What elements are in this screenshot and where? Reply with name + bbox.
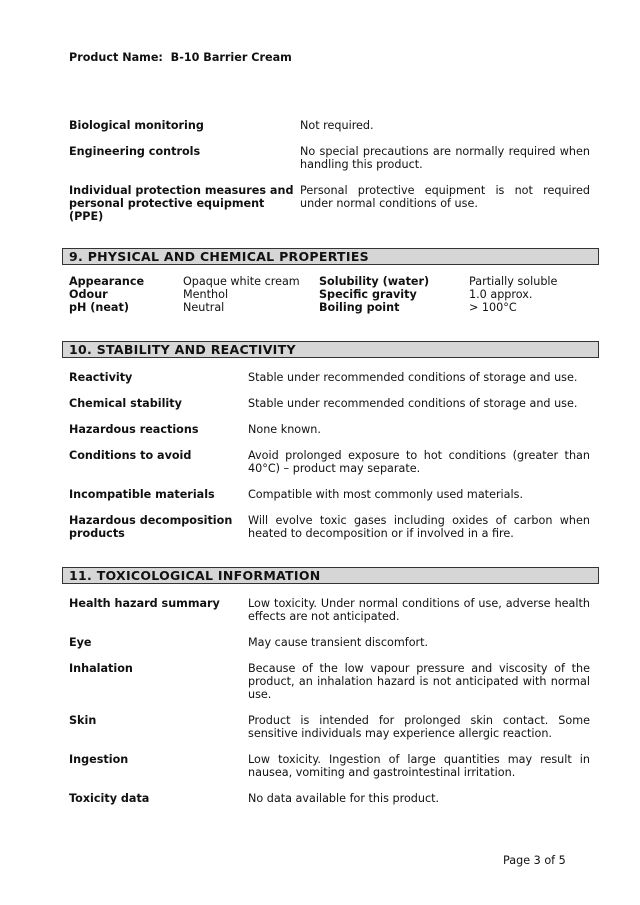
page-number: Page 3 of 5 — [503, 854, 566, 867]
field-value: Low toxicity. Ingestion of large quantities may result in nausea, vomiting and gastrointestinal irritation. — [248, 753, 590, 779]
property-label: Boiling point — [319, 301, 400, 314]
property-label: pH (neat) — [69, 301, 129, 314]
section-heading: 10. STABILITY AND REACTIVITY — [62, 341, 599, 358]
field-label: Individual protection measures and personal protective equipment (PPE) — [69, 184, 294, 223]
property-label: Specific gravity — [319, 288, 417, 301]
field-value: Not required. — [300, 119, 374, 132]
field-label: Incompatible materials — [69, 488, 215, 501]
field-label: Health hazard summary — [69, 597, 220, 610]
field-label: Inhalation — [69, 662, 133, 675]
field-value: No special precautions are normally required when handling this product. — [300, 145, 590, 171]
field-value: Stable under recommended conditions of storage and use. — [248, 397, 578, 410]
field-value: Compatible with most commonly used materials. — [248, 488, 524, 501]
property-value: 1.0 approx. — [469, 288, 533, 301]
field-label: Ingestion — [69, 753, 129, 766]
field-value: Stable under recommended conditions of storage and use. — [248, 371, 578, 384]
field-value: May cause transient discomfort. — [248, 636, 429, 649]
field-value: None known. — [248, 423, 321, 436]
property-label: Appearance — [69, 275, 145, 288]
property-label: Odour — [69, 288, 108, 301]
field-label: Reactivity — [69, 371, 133, 384]
field-value: Product is intended for prolonged skin contact. Some sensitive individuals may experience allergic reaction. — [248, 714, 590, 740]
field-label: Biological monitoring — [69, 119, 204, 132]
field-value: Avoid prolonged exposure to hot conditions (greater than 40°C) – product may separate. — [248, 449, 590, 475]
field-label: Eye — [69, 636, 92, 649]
field-value: Low toxicity. Under normal conditions of use, adverse health effects are not anticipated. — [248, 597, 590, 623]
property-value: Neutral — [183, 301, 225, 314]
property-value: Partially soluble — [469, 275, 558, 288]
section-heading: 9. PHYSICAL AND CHEMICAL PROPERTIES — [62, 248, 599, 265]
product-name: Product Name: B-10 Barrier Cream — [69, 51, 292, 64]
field-label: Engineering controls — [69, 145, 201, 158]
field-label: Chemical stability — [69, 397, 182, 410]
field-value: Personal protective equipment is not required under normal conditions of use. — [300, 184, 590, 210]
property-value: Menthol — [183, 288, 229, 301]
field-label: Hazardous reactions — [69, 423, 199, 436]
field-value: No data available for this product. — [248, 792, 440, 805]
field-value: Because of the low vapour pressure and viscosity of the product, an inhalation hazard is not anticipated with normal use. — [248, 662, 590, 701]
field-value: Will evolve toxic gases including oxides of carbon when heated to decomposition or if involved in a fire. — [248, 514, 590, 540]
field-label: Skin — [69, 714, 97, 727]
property-label: Solubility (water) — [319, 275, 430, 288]
field-label: Conditions to avoid — [69, 449, 192, 462]
property-value: Opaque white cream — [183, 275, 300, 288]
section-heading: 11. TOXICOLOGICAL INFORMATION — [62, 567, 599, 584]
field-label: Toxicity data — [69, 792, 150, 805]
property-value: > 100°C — [469, 301, 517, 314]
field-label: Hazardous decomposition products — [69, 514, 233, 540]
